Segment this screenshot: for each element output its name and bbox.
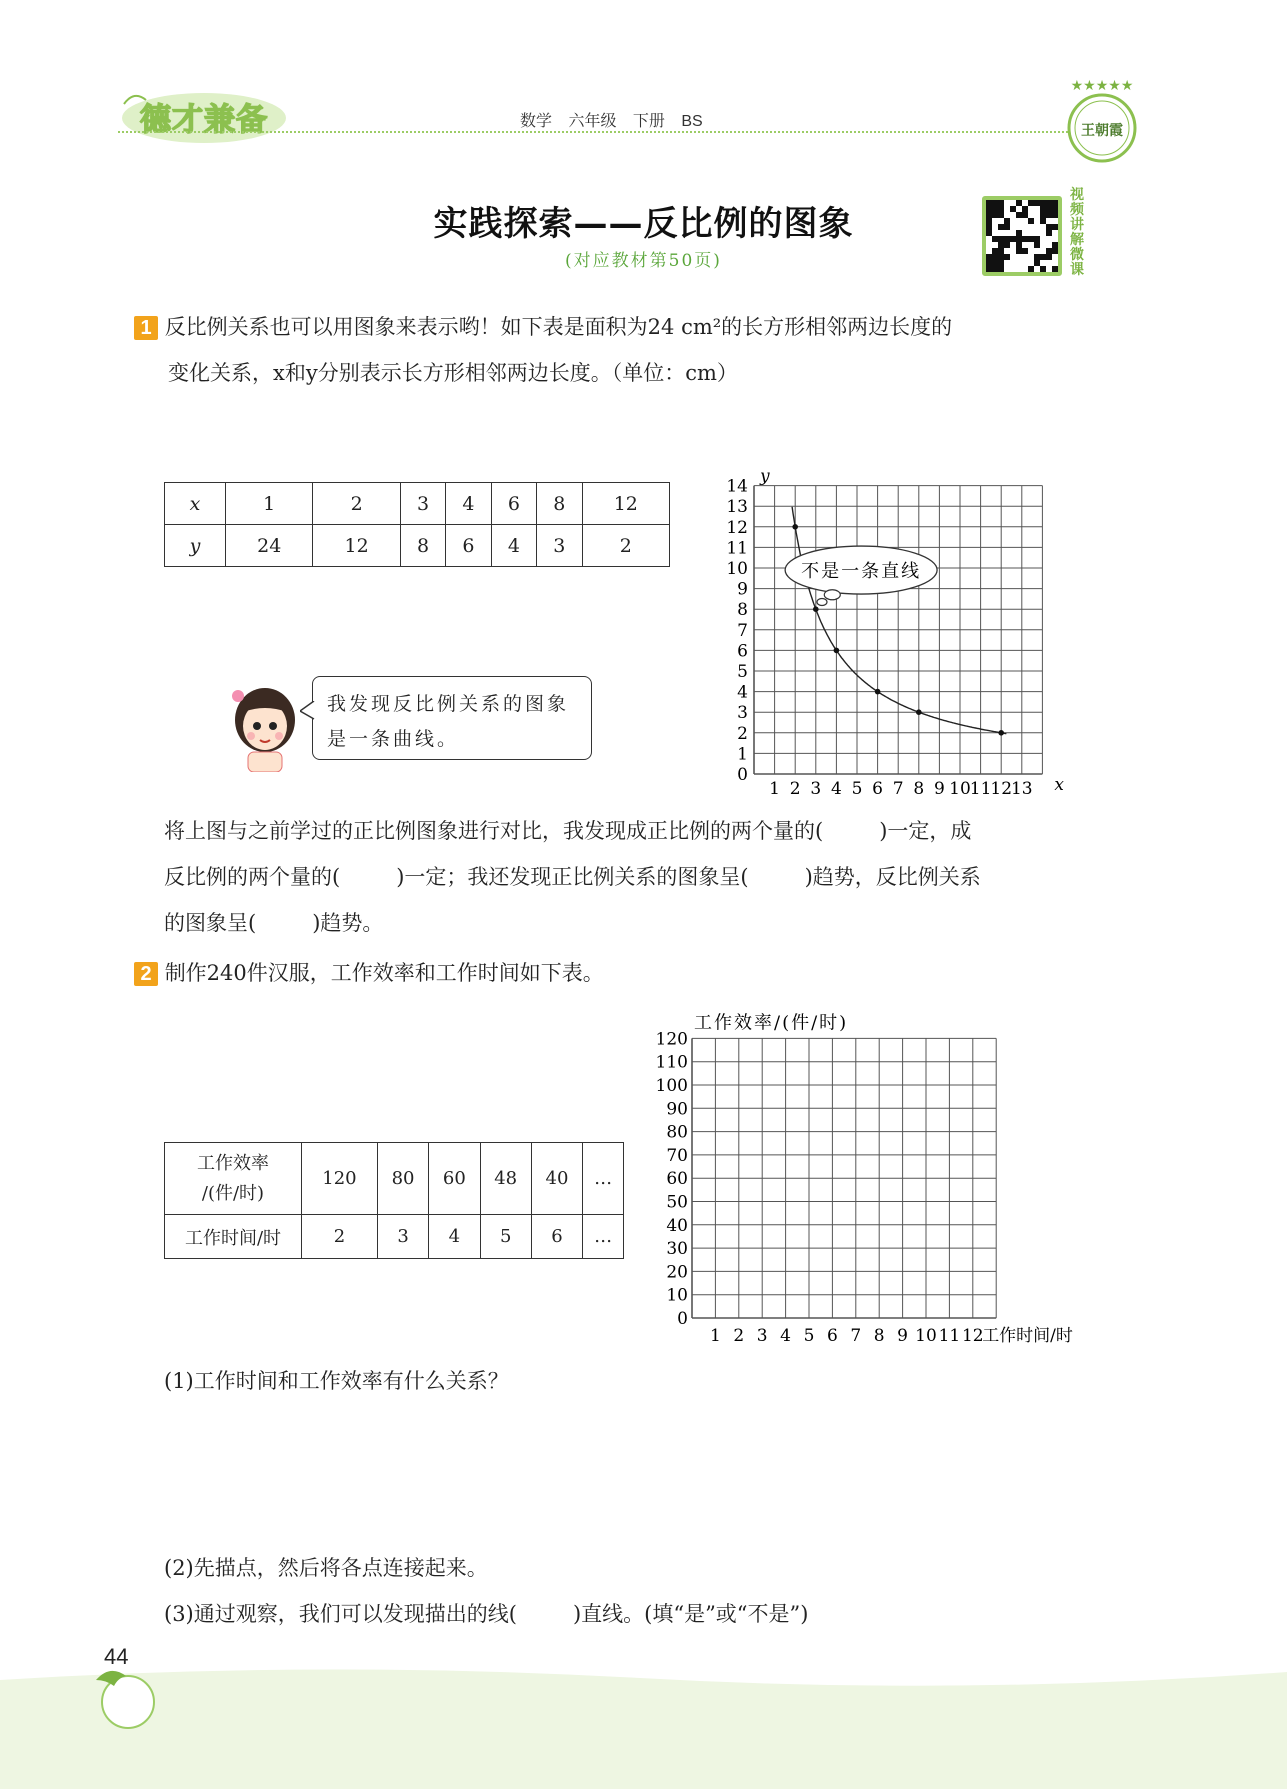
y-tick-label: 11: [726, 538, 748, 559]
qr-module: [1022, 206, 1028, 212]
qr-module: [1004, 242, 1010, 248]
x-tick-label: 12: [961, 1326, 984, 1346]
qr-module: [1028, 236, 1034, 242]
qr-module: [1040, 254, 1046, 260]
qr-module: [1052, 206, 1058, 212]
y-tick-label: 12: [726, 517, 748, 538]
table-cell: 4: [491, 525, 536, 567]
y-axis-label: 工作效率/(件/时): [694, 1012, 849, 1034]
fill-line1-a: 将上图与之前学过的正比例图象进行对比，我发现成正比例的两个量的(: [164, 819, 824, 843]
data-point: [792, 524, 798, 530]
qr-module: [1004, 224, 1010, 230]
qr-module: [1040, 206, 1046, 212]
qr-module: [1034, 254, 1040, 260]
girl-speech-bubble: [312, 676, 592, 760]
qr-module: [986, 218, 992, 224]
qr-module: [1010, 236, 1016, 242]
qr-module: [992, 206, 998, 212]
q2-intro: [134, 950, 1134, 996]
data-point: [875, 689, 881, 695]
qr-module: [1046, 200, 1052, 206]
x-label-cell: x: [165, 483, 226, 525]
qr-module: [986, 254, 992, 260]
y-tick-label: 20: [666, 1262, 688, 1283]
girl-illustration: [224, 682, 306, 772]
q1-fill-in: [164, 808, 1144, 946]
table-cell: …: [583, 1143, 624, 1215]
q1-text-line1: 反比例关系也可以用图象来表示哟！如下表是面积为24 cm²的长方形相邻两边长度的: [164, 315, 953, 339]
x-tick-label: 5: [851, 779, 863, 799]
qr-module: [998, 266, 1004, 272]
table-row: [165, 1215, 624, 1259]
x-tick-label: 4: [780, 1326, 792, 1346]
qr-module: [1052, 242, 1058, 248]
table-cell: 3: [400, 483, 445, 525]
x-tick-label: 10: [949, 779, 971, 799]
qr-module: [1040, 212, 1046, 218]
qr-module: [986, 224, 992, 230]
brand-logo: [118, 88, 290, 146]
y-tick-label: 80: [666, 1122, 688, 1143]
y-tick-label: 30: [666, 1239, 688, 1260]
qr-module: [986, 212, 992, 218]
table-cell: 120: [302, 1143, 378, 1215]
qr-module: [1034, 200, 1040, 206]
y-tick-label: 8: [737, 600, 748, 621]
table-cell: …: [583, 1215, 624, 1259]
qr-module: [1010, 206, 1016, 212]
table-cell: 4: [446, 483, 491, 525]
qr-module: [992, 260, 998, 266]
thought-bubble-dot: [817, 598, 827, 605]
table-cell: 80: [377, 1143, 428, 1215]
q2-sub1: (1)工作时间和工作效率有什么关系？: [164, 1369, 509, 1393]
q1-intro: [134, 304, 1144, 396]
qr-module: [1046, 224, 1052, 230]
q1-number-badge: 1: [134, 316, 158, 340]
qr-module: [986, 260, 992, 266]
y-tick-label: 3: [737, 703, 748, 724]
qr-module: [992, 266, 998, 272]
qr-module: [1028, 218, 1034, 224]
y-tick-label: 90: [666, 1099, 688, 1120]
q2-number-badge: 2: [134, 962, 158, 986]
y-tick-label: 110: [655, 1052, 688, 1073]
table-cell: 4: [429, 1215, 480, 1259]
qr-module: [1034, 242, 1040, 248]
thought-bubble-text: 不是一条直线: [801, 561, 922, 583]
y-tick-label: 4: [737, 682, 748, 703]
table-cell: 6: [531, 1215, 582, 1259]
y-tick-label: 5: [737, 662, 748, 682]
y-tick-label: 13: [726, 497, 748, 518]
q2-sub1-answer-area[interactable]: [164, 1422, 1144, 1522]
qr-module: [1016, 242, 1022, 248]
qr-module: [1022, 248, 1028, 254]
qr-module: [998, 212, 1004, 218]
header-divider: [118, 131, 1128, 133]
page-number: 44: [104, 1644, 129, 1669]
qr-module: [1004, 236, 1010, 242]
table-cell: 6: [446, 525, 491, 567]
efficiency-time-grid: [640, 1000, 1110, 1360]
fill-line1-b: )一定，成: [879, 819, 972, 843]
q2-text: 制作240件汉服，工作效率和工作时间如下表。: [164, 961, 604, 985]
y-tick-label: 7: [737, 620, 748, 641]
qr-label: 视频讲解微课: [1070, 187, 1084, 278]
table-cell: 3: [377, 1215, 428, 1259]
data-point: [813, 606, 819, 612]
qr-module: [1046, 248, 1052, 254]
y-tick-label: 0: [737, 765, 748, 785]
x-tick-label: 7: [850, 1326, 862, 1346]
x-tick-label: 6: [826, 1326, 838, 1346]
qr-module: [998, 248, 1004, 254]
table-cell: 2: [302, 1215, 378, 1259]
y-tick-label: 10: [666, 1285, 688, 1306]
table-cell: 24: [226, 525, 313, 567]
qr-module: [1028, 200, 1034, 206]
x-axis-label: x: [1054, 775, 1064, 795]
page-subtitle: (对应教材第50页): [565, 251, 722, 271]
qr-module: [1040, 218, 1046, 224]
qr-module: [1046, 206, 1052, 212]
series-line: [792, 507, 1006, 734]
table-cell: 6: [491, 483, 536, 525]
qr-module: [986, 230, 992, 236]
qr-module: [1016, 248, 1022, 254]
table-cell: 2: [582, 525, 669, 567]
qr-module: [1052, 200, 1058, 206]
y-axis-label: y: [760, 466, 770, 487]
q2-sub2: (2)先描点，然后将各点连接起来。: [164, 1556, 488, 1580]
qr-module: [1052, 248, 1058, 254]
x-tick-label: 1: [709, 1326, 721, 1346]
q1-text-line2: 变化关系，x和y分别表示长方形相邻两边长度。（单位：cm）: [168, 361, 738, 385]
table-cell: 8: [537, 483, 582, 525]
qr-module: [992, 248, 998, 254]
qr-module: [1046, 212, 1052, 218]
efficiency-label-cell: [165, 1143, 302, 1215]
fill-line2-b: )一定；我还发现正比例关系的图象呈(: [396, 865, 749, 889]
table-cell: 12: [313, 525, 400, 567]
x-tick-label: 2: [789, 779, 801, 799]
y-tick-label: 0: [677, 1309, 688, 1329]
qr-module: [986, 266, 992, 272]
time-label-cell: 工作时间/时: [165, 1215, 302, 1259]
fill-line2-a: 反比例的两个量的(: [164, 865, 341, 889]
x-tick-label: 2: [733, 1326, 745, 1346]
qr-module: [998, 224, 1004, 230]
qr-module: [998, 206, 1004, 212]
qr-module: [998, 200, 1004, 206]
qr-module: [1016, 236, 1022, 242]
data-point: [998, 730, 1004, 736]
x-tick-label: 9: [897, 1326, 909, 1346]
x-tick-label: 3: [756, 1326, 768, 1346]
fill-line3-a: 的图象呈(: [164, 911, 257, 935]
q1-table: [164, 482, 670, 567]
table-cell: 3: [537, 525, 582, 567]
x-tick-label: 12: [990, 779, 1013, 799]
qr-module: [1004, 218, 1010, 224]
svg-text:★★★★★: ★★★★★: [1070, 78, 1134, 94]
x-tick-label: 3: [810, 779, 822, 799]
q2-sub3: [164, 1591, 808, 1637]
y-tick-label: 40: [666, 1215, 688, 1236]
qr-module: [1046, 230, 1052, 236]
data-point: [834, 648, 840, 654]
x-axis-label: 工作时间/时: [982, 1326, 1073, 1346]
table-cell: 2: [313, 483, 400, 525]
qr-module: [1052, 212, 1058, 218]
qr-module: [1046, 254, 1052, 260]
table-cell: 8: [400, 525, 445, 567]
table-row: [165, 525, 670, 567]
qr-module: [992, 212, 998, 218]
x-tick-label: 13: [1010, 779, 1033, 799]
x-tick-label: 8: [913, 779, 925, 799]
qr-module: [1034, 236, 1040, 242]
x-tick-label: 9: [933, 779, 945, 799]
logo-text: 德才兼备: [140, 102, 268, 138]
y-tick-label: 2: [737, 723, 748, 744]
table-cell: 40: [531, 1143, 582, 1215]
data-point: [916, 709, 922, 715]
fill-line3-b: )趋势。: [312, 911, 384, 935]
page-title: 实践探索——反比例的图象: [433, 204, 854, 244]
table-cell: 1: [226, 483, 313, 525]
table-row: [165, 483, 670, 525]
y-tick-label: 10: [726, 559, 748, 579]
qr-module: [1034, 260, 1040, 266]
qr-module: [1022, 212, 1028, 218]
fill-line2-c: )趋势，反比例关系: [804, 865, 981, 889]
girl-speech-text: 我发现反比例关系的图象是一条曲线。: [327, 693, 570, 750]
qr-code[interactable]: [982, 196, 1062, 276]
x-tick-label: 4: [830, 779, 842, 799]
x-tick-label: 7: [892, 779, 904, 799]
efficiency-label-a: 工作效率: [197, 1152, 269, 1174]
qr-module: [1028, 266, 1034, 272]
qr-module: [986, 200, 992, 206]
table-cell: 5: [480, 1215, 531, 1259]
x-tick-label: 6: [872, 779, 884, 799]
qr-module: [998, 236, 1004, 242]
dolphin-icon: [86, 1660, 166, 1740]
x-tick-label: 5: [803, 1326, 815, 1346]
table-cell: 12: [582, 483, 669, 525]
stamp-text: 王朝霞: [1081, 123, 1123, 139]
qr-module: [1016, 212, 1022, 218]
thought-bubble-dot: [824, 590, 840, 600]
table-cell: 48: [480, 1143, 531, 1215]
efficiency-label-b: /(件/时): [201, 1182, 265, 1204]
table-row: [165, 1143, 624, 1215]
y-tick-label: 120: [655, 1029, 688, 1050]
x-tick-label: 11: [969, 779, 992, 799]
x-tick-label: 8: [873, 1326, 885, 1346]
qr-module: [992, 236, 998, 242]
y-tick-label: 14: [726, 476, 748, 497]
qr-module: [1040, 266, 1046, 272]
q2-table: [164, 1142, 624, 1259]
sub3-text-b: )直线。(填“是”或“不是”): [572, 1602, 809, 1626]
y-tick-label: 1: [737, 744, 748, 765]
qr-module: [1016, 200, 1022, 206]
qr-module: [1052, 266, 1058, 272]
qr-module: [992, 254, 998, 260]
qr-module: [998, 254, 1004, 260]
qr-module: [998, 242, 1004, 248]
qr-module: [1052, 224, 1058, 230]
y-tick-label: 6: [737, 641, 748, 662]
y-label-cell: y: [165, 525, 226, 567]
x-tick-label: 11: [938, 1326, 961, 1346]
y-tick-label: 60: [666, 1169, 688, 1190]
qr-module: [1022, 236, 1028, 242]
y-tick-label: 50: [666, 1192, 688, 1213]
header-info: 数学 六年级 下册 BS: [520, 113, 703, 130]
y-tick-label: 70: [666, 1145, 688, 1166]
author-stamp: [1062, 78, 1142, 164]
x-tick-label: 1: [769, 779, 781, 799]
table-cell: 60: [429, 1143, 480, 1215]
x-tick-label: 10: [915, 1326, 937, 1346]
qr-module: [1016, 230, 1022, 236]
qr-module: [1040, 200, 1046, 206]
y-tick-label: 9: [737, 579, 748, 600]
qr-module: [992, 200, 998, 206]
y-tick-label: 100: [655, 1076, 688, 1096]
footer-decoration: [0, 1660, 1287, 1789]
sub3-text-a: (3)通过观察，我们可以发现描出的线(: [164, 1602, 517, 1626]
qr-module: [986, 206, 992, 212]
reciprocal-graph: [700, 412, 1120, 802]
qr-module: [998, 260, 1004, 266]
qr-module: [1004, 254, 1010, 260]
